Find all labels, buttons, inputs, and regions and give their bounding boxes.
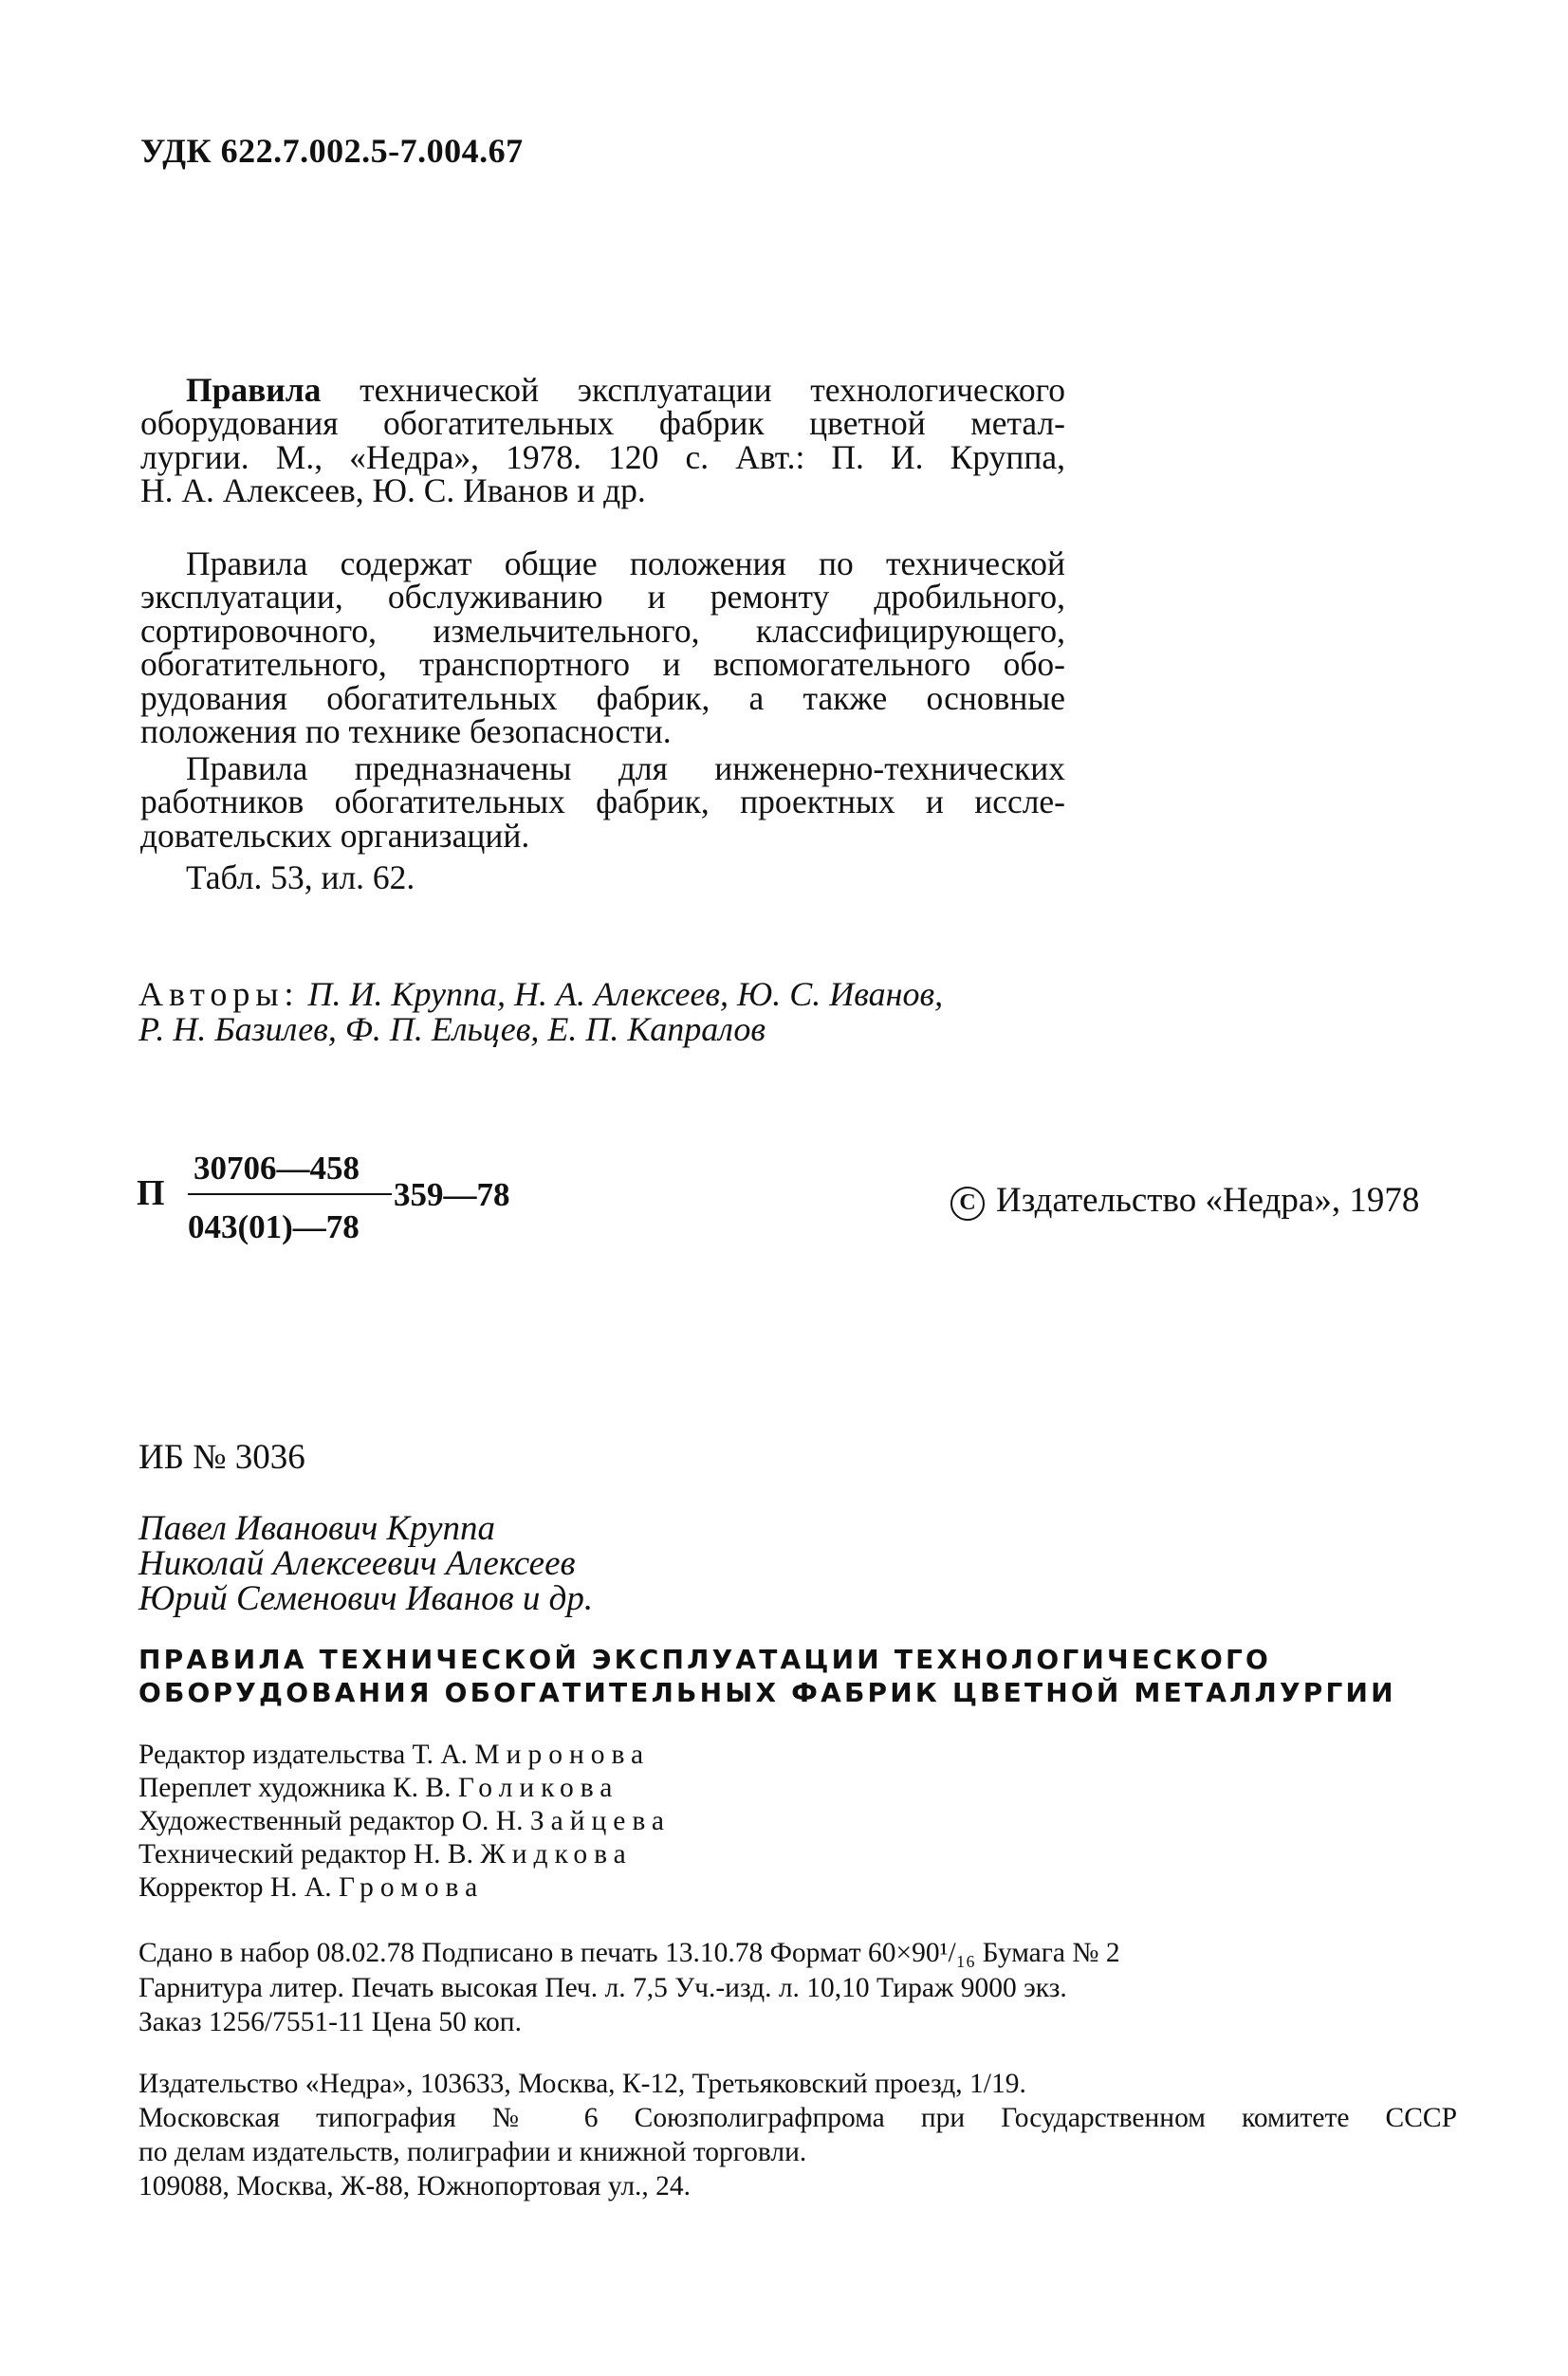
- staff-surname: Миронова: [474, 1740, 651, 1770]
- publisher-line: Московская типография № 6 Союзполиграфпрома при Государственном комитете СССР: [138, 2103, 1457, 2133]
- annotation-line: обогатительного, транспортного и вспомогательного обо-: [140, 645, 1065, 684]
- bibliographic-line: оборудования обогатительных фабрик цветной метал-: [140, 404, 1065, 443]
- annotation-line: сортировочного, измельчительного, классифицирующего,: [140, 611, 1065, 650]
- copyright-notice: [950, 1180, 1419, 1221]
- staff-initials: Н. А.: [269, 1872, 332, 1903]
- annotation-line: эксплуатации, обслуживанию и ремонту дробильного,: [140, 578, 1065, 617]
- index-denominator: 043(01)—78: [188, 1208, 360, 1245]
- bibliographic-title-bold: Правила: [186, 371, 322, 409]
- book-title: [138, 1643, 1396, 1709]
- staff-row: [138, 1871, 671, 1905]
- annotation-line: Правила содержат общие положения по технической: [186, 544, 1065, 582]
- authors-line: [138, 977, 943, 1012]
- staff-row: [138, 1739, 671, 1772]
- staff-initials: О. Н.: [461, 1806, 524, 1836]
- editorial-staff: [138, 1739, 671, 1905]
- index-suffix: 359—78: [394, 1176, 510, 1213]
- author-full-names: [138, 1511, 593, 1616]
- ib-number: ИБ № 3036: [138, 1438, 305, 1477]
- annotation-line: рудования обогатительных фабрик, а также основные: [140, 678, 1065, 717]
- author-name: Николай Алексеевич Алексеев: [138, 1544, 576, 1583]
- staff-role: Художественный редактор: [138, 1806, 455, 1836]
- publisher-line: Издательство «Недра», 103633, Москва, К-12, Третьяковский проезд, 1/19.: [138, 2069, 1026, 2099]
- bibliographic-record: [140, 371, 1065, 510]
- staff-initials: Т. А.: [412, 1740, 469, 1770]
- staff-initials: К. В.: [392, 1773, 452, 1803]
- print-details: [138, 1936, 1120, 2040]
- publisher-details: [138, 2067, 1457, 2203]
- author-name: Юрий Семенович Иванов и др.: [138, 1579, 594, 1618]
- authors-list: П. И. Круппа, Н. А. Алексеев, Ю. С. Иванов,: [307, 975, 944, 1013]
- annotation-line: положения по технике безопасности.: [140, 712, 672, 751]
- purpose-line: довательских организаций.: [140, 816, 530, 855]
- authors-label: Авторы:: [138, 975, 300, 1013]
- print-line: Гарнитура литер. Печать высокая Печ. л. 7,5 Уч.-изд. л. 10,10 Тираж 9000 экз.: [138, 1972, 1067, 2003]
- staff-row: [138, 1838, 671, 1871]
- staff-initials: Н. В.: [413, 1839, 473, 1869]
- authors-block: [138, 977, 943, 1047]
- staff-surname: Жидкова: [480, 1839, 633, 1869]
- udk-code: УДК 622.7.002.5-7.004.67: [140, 132, 524, 170]
- purpose-line: работников обогатительных фабрик, проектных и иссле-: [140, 783, 1065, 821]
- bibliographic-line: [140, 371, 1065, 409]
- fraction-line: [188, 1193, 392, 1195]
- copyright-icon: C: [950, 1187, 985, 1221]
- bibliographic-text: технической эксплуатации технологического: [321, 371, 1065, 409]
- index-prefix: П: [137, 1173, 165, 1213]
- annotation-content: [140, 544, 1065, 751]
- staff-role: Корректор: [138, 1872, 264, 1903]
- authors-line: [138, 1012, 943, 1047]
- publisher-line: 109088, Москва, Ж-88, Южнопортовая ул., 24.: [138, 2171, 692, 2201]
- print-line: Заказ 1256/7551-11 Цена 50 коп.: [138, 2007, 522, 2037]
- publisher-line: по делам издательств, полиграфии и книжной торговли.: [138, 2137, 807, 2167]
- copyright-text: Издательство «Недра», 1978: [996, 1181, 1420, 1220]
- book-title-line: ОБОРУДОВАНИЯ ОБОГАТИТЕЛЬНЫХ ФАБРИК ЦВЕТНОЙ МЕТАЛЛУРГИИ: [138, 1677, 1396, 1708]
- tables-figures-count: Табл. 53, ил. 62.: [186, 858, 415, 896]
- annotation-purpose: [140, 749, 1065, 855]
- bibliographic-line: Н. А. Алексеев, Ю. С. Иванов и др.: [140, 471, 646, 510]
- staff-surname: Громова: [338, 1872, 485, 1903]
- bibliographic-line: лургии. М., «Недра», 1978. 120 с. Авт.: П. И. Круппа,: [140, 437, 1065, 476]
- purpose-line: Правила предназначены для инженерно-технических: [186, 749, 1065, 787]
- author-name: Павел Иванович Круппа: [138, 1509, 496, 1548]
- staff-role: Технический редактор: [138, 1839, 407, 1869]
- authors-list: Р. Н. Базилев, Ф. П. Ельцев, Е. П. Капралов: [138, 1010, 766, 1048]
- print-line: Сдано в набор 08.02.78 Подписано в печать 13.10.78 Формат 60×90¹/₁₆ Бумага № 2: [138, 1938, 1120, 1968]
- staff-surname: Голикова: [457, 1773, 619, 1803]
- staff-row: [138, 1805, 671, 1838]
- book-title-line: ПРАВИЛА ТЕХНИЧЕСКОЙ ЭКСПЛУАТАЦИИ ТЕХНОЛОГИЧЕСКОГО: [138, 1644, 1272, 1675]
- staff-surname: Зайцева: [529, 1806, 672, 1836]
- staff-role: Редактор издательства: [138, 1740, 406, 1770]
- staff-role: Переплет художника: [138, 1773, 386, 1803]
- staff-row: [138, 1772, 671, 1805]
- index-numerator: 30706—458: [194, 1150, 360, 1187]
